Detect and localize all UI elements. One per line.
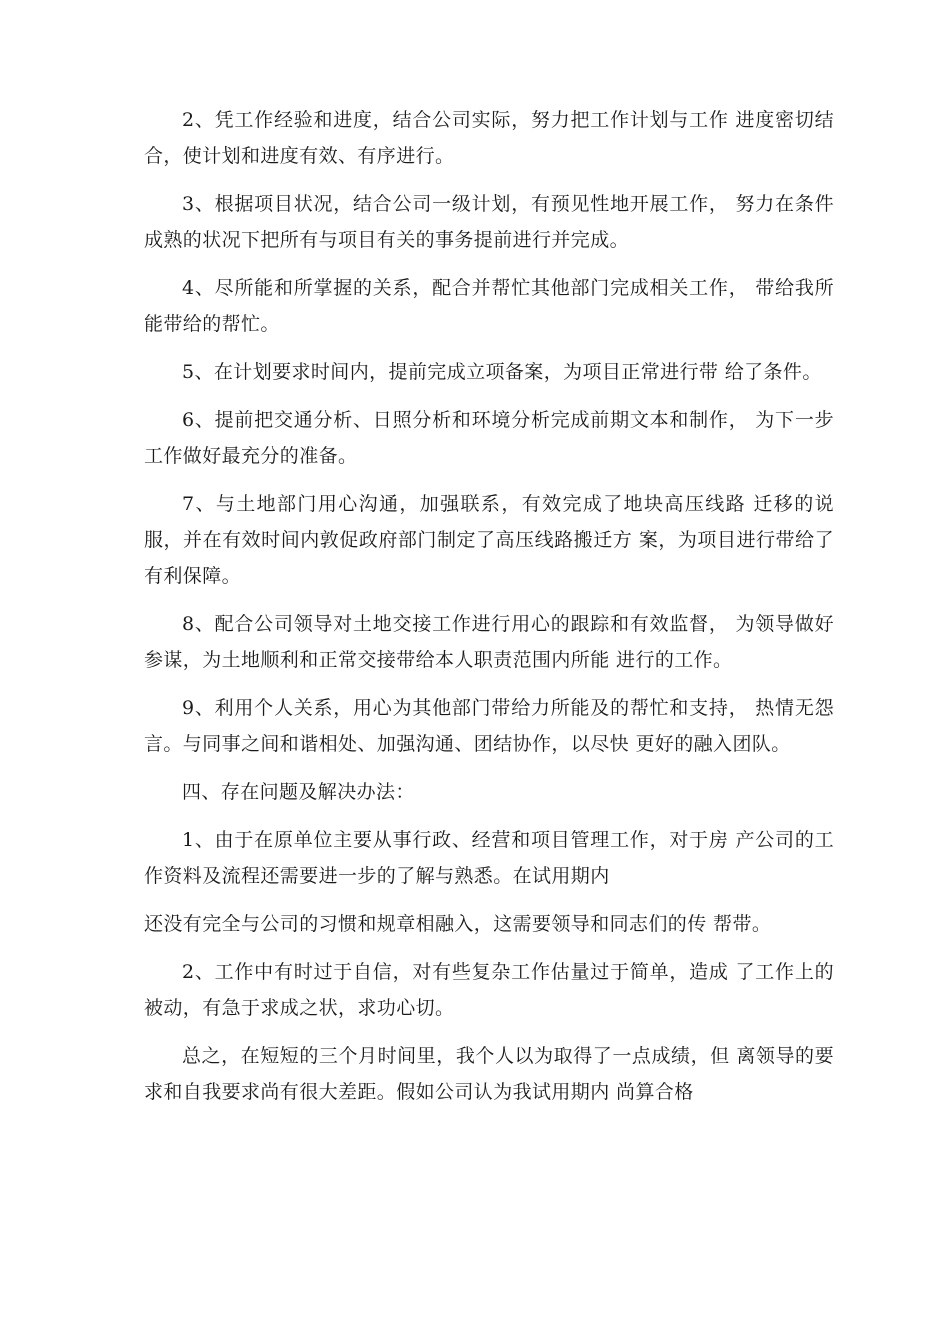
paragraph-item-8: 8、配合公司领导对土地交接工作进行用心的跟踪和有效监督， 为领导做好参谋，为土地顺利和正常交接带给本人职责范围内所能 进行的工作。 [144, 613, 834, 671]
paragraph-item-5: 5、在计划要求时间内，提前完成立项备案，为项目正常进行带 给了条件。 [182, 361, 822, 383]
paragraph-item-9: 9、利用个人关系，用心为其他部门带给力所能及的帮忙和支持， 热情无怨言。与同事之间和谐相处、加强沟通、团结协作，以尽快 更好的融入团队。 [144, 697, 834, 755]
paragraph-item-7: 7、与土地部门用心沟通，加强联系，有效完成了地块高压线路 迁移的说服，并在有效时间内敦促政府部门制定了高压线路搬迁方 案，为项目进行带给了有利保障。 [144, 493, 834, 587]
problem-item-1: 1、由于在原单位主要从事行政、经营和项目管理工作，对于房 产公司的工作资料及流程还需要进一步的了解与熟悉。在试用期内 [144, 829, 834, 887]
section-heading-problems: 四、存在问题及解决办法： [182, 781, 415, 803]
paragraph-item-2: 2、凭工作经验和进度，结合公司实际，努力把工作计划与工作 进度密切结合，使计划和进度有效、有序进行。 [144, 109, 834, 167]
document-page [144, 102, 834, 1122]
summary-paragraph: 总之，在短短的三个月时间里，我个人以为取得了一点成绩，但 离领导的要求和自我要求尚有很大差距。假如公司认为我试用期内 尚算合格 [144, 1045, 834, 1103]
problem-item-1-continued: 还没有完全与公司的习惯和规章相融入，这需要领导和同志们的传 帮带。 [144, 913, 772, 935]
paragraph-item-3: 3、根据项目状况，结合公司一级计划，有预见性地开展工作， 努力在条件成熟的状况下把所有与项目有关的事务提前进行并完成。 [144, 193, 834, 251]
paragraph-item-4: 4、尽所能和所掌握的关系，配合并帮忙其他部门完成相关工作， 带给我所能带给的帮忙。 [144, 277, 834, 335]
paragraph-item-6: 6、提前把交通分析、日照分析和环境分析完成前期文本和制作， 为下一步工作做好最充分的准备。 [144, 409, 834, 467]
problem-item-2: 2、工作中有时过于自信，对有些复杂工作估量过于简单，造成 了工作上的被动，有急于求成之状，求功心切。 [144, 961, 834, 1019]
